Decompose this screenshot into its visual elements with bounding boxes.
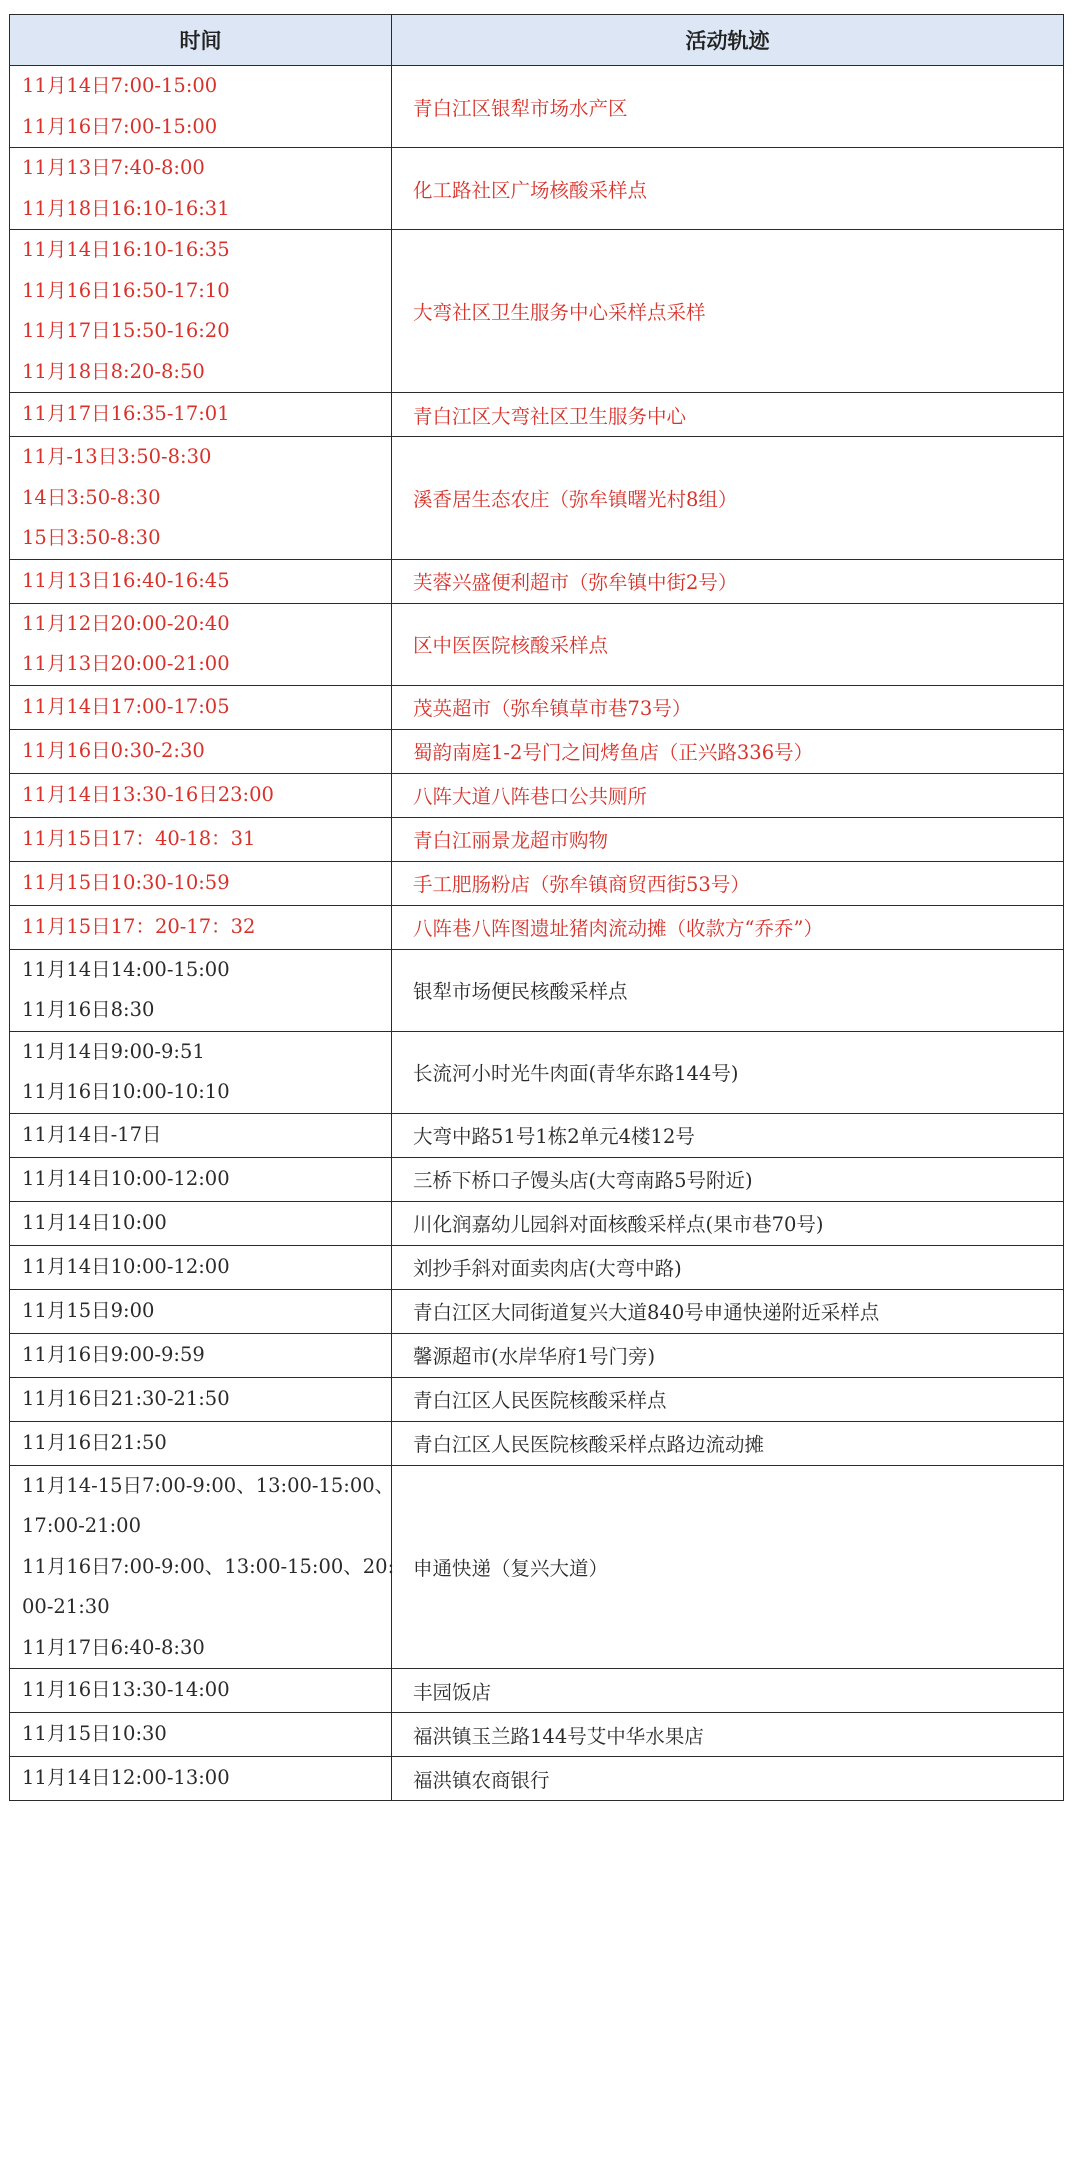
- table-row: [10, 949, 1064, 1031]
- time-line: 17:00-21:00: [22, 1514, 141, 1537]
- time-cell: [10, 559, 392, 603]
- table-row: [10, 1333, 1064, 1377]
- time-line: 11月16日13:30-14:00: [22, 1678, 230, 1702]
- time-line: 11月15日17：40-18：31: [22, 826, 256, 850]
- place-cell: 蜀韵南庭1-2号门之间烤鱼店（正兴路336号）: [392, 729, 1064, 773]
- place-cell: 青白江区大同街道复兴大道840号申通快递附近采样点: [392, 1289, 1064, 1333]
- time-cell: [10, 949, 392, 1031]
- time-cell: [10, 729, 392, 773]
- time-line: 11月14日9:00-9:51: [22, 1039, 205, 1063]
- table-row: [10, 66, 1064, 148]
- table-row: [10, 1201, 1064, 1245]
- place-cell: 银犁市场便民核酸采样点: [392, 949, 1064, 1031]
- table-row: [10, 1465, 1064, 1669]
- table-row: [10, 729, 1064, 773]
- time-line: 11月14日12:00-13:00: [22, 1766, 230, 1790]
- place-cell: 溪香居生态农庄（弥牟镇曙光村8组）: [392, 437, 1064, 560]
- time-line: 11月17日15:50-16:20: [22, 319, 230, 342]
- time-line: 11月16日16:50-17:10: [22, 278, 230, 302]
- place-cell: 茂英超市（弥牟镇草市巷73号）: [392, 685, 1064, 729]
- table-row: [10, 148, 1064, 230]
- place-cell: 青白江区人民医院核酸采样点路边流动摊: [392, 1421, 1064, 1465]
- table-row: [10, 1757, 1064, 1801]
- time-line: 15日3:50-8:30: [22, 526, 161, 549]
- time-cell: [10, 773, 392, 817]
- time-cell: [10, 1113, 392, 1157]
- time-cell: [10, 1201, 392, 1245]
- table-row: [10, 230, 1064, 393]
- time-cell: [10, 1245, 392, 1289]
- time-line: 11月18日16:10-16:31: [22, 196, 230, 220]
- time-cell: [10, 437, 392, 560]
- time-cell: [10, 1669, 392, 1713]
- time-cell: [10, 1377, 392, 1421]
- time-cell: [10, 603, 392, 685]
- place-cell: 大弯中路51号1栋2单元4楼12号: [392, 1113, 1064, 1157]
- time-cell: [10, 393, 392, 437]
- table-row: [10, 1377, 1064, 1421]
- time-line: 00-21:30: [22, 1595, 110, 1618]
- time-cell: [10, 66, 392, 148]
- time-line: 11月15日10:30: [22, 1722, 167, 1746]
- time-line: 11月-13日3:50-8:30: [22, 445, 212, 468]
- time-column-header: 时间: [10, 15, 392, 66]
- table-row: [10, 1669, 1064, 1713]
- place-cell: 三桥下桥口子馒头店(大弯南路5号附近): [392, 1157, 1064, 1201]
- time-line: 11月16日7:00-9:00、13:00-15:00、20:: [22, 1554, 395, 1578]
- table-row: [10, 817, 1064, 861]
- time-line: 11月16日7:00-15:00: [22, 114, 218, 138]
- place-cell: 申通快递（复兴大道）: [392, 1465, 1064, 1669]
- place-cell: 八阵大道八阵巷口公共厕所: [392, 773, 1064, 817]
- place-cell: 手工肥肠粉店（弥牟镇商贸西街53号）: [392, 861, 1064, 905]
- time-line: 11月17日16:35-17:01: [22, 402, 230, 426]
- place-cell: 化工路社区广场核酸采样点: [392, 148, 1064, 230]
- place-cell: 芙蓉兴盛便利超市（弥牟镇中街2号）: [392, 559, 1064, 603]
- table-row: [10, 905, 1064, 949]
- time-line: 11月12日20:00-20:40: [22, 611, 230, 635]
- place-cell: 青白江区大弯社区卫生服务中心: [392, 393, 1064, 437]
- time-cell: [10, 1289, 392, 1333]
- table-row: [10, 603, 1064, 685]
- time-cell: [10, 1757, 392, 1801]
- time-cell: [10, 1333, 392, 1377]
- time-cell: [10, 1157, 392, 1201]
- time-line: 11月15日10:30-10:59: [22, 870, 230, 894]
- table-row: [10, 559, 1064, 603]
- time-cell: [10, 685, 392, 729]
- time-cell: [10, 1031, 392, 1113]
- time-cell: [10, 1713, 392, 1757]
- time-cell: [10, 905, 392, 949]
- place-cell: 福洪镇农商银行: [392, 1757, 1064, 1801]
- time-line: 11月14日-17日: [22, 1122, 162, 1146]
- place-cell: 八阵巷八阵图遗址猪肉流动摊（收款方“乔乔”）: [392, 905, 1064, 949]
- table-row: [10, 1157, 1064, 1201]
- time-line: 11月13日16:40-16:45: [22, 568, 230, 592]
- place-cell: 青白江区人民医院核酸采样点: [392, 1377, 1064, 1421]
- time-cell: [10, 861, 392, 905]
- table-row: [10, 1289, 1064, 1333]
- time-line: 14日3:50-8:30: [22, 485, 161, 509]
- table-row: [10, 1713, 1064, 1757]
- table-row: [10, 1113, 1064, 1157]
- place-cell: 丰园饭店: [392, 1669, 1064, 1713]
- time-line: 11月14日10:00-12:00: [22, 1254, 230, 1278]
- time-line: 11月16日10:00-10:10: [22, 1080, 230, 1103]
- place-cell: 区中医医院核酸采样点: [392, 603, 1064, 685]
- itinerary-body: [10, 66, 1064, 1801]
- time-line: 11月15日9:00: [22, 1298, 155, 1322]
- table-row: [10, 685, 1064, 729]
- time-line: 11月14-15日7:00-9:00、13:00-15:00、: [22, 1473, 395, 1497]
- time-line: 11月16日21:50: [22, 1430, 167, 1454]
- itinerary-table: [9, 14, 1064, 1801]
- time-line: 11月18日8:20-8:50: [22, 359, 205, 383]
- time-line: 11月14日7:00-15:00: [22, 74, 218, 97]
- table-row: [10, 773, 1064, 817]
- time-cell: [10, 1421, 392, 1465]
- time-line: 11月15日17：20-17：32: [22, 914, 256, 938]
- time-line: 11月13日20:00-21:00: [22, 652, 230, 675]
- table-row: [10, 1421, 1064, 1465]
- place-cell: 刘抄手斜对面卖肉店(大弯中路): [392, 1245, 1064, 1289]
- place-cell: 馨源超市(水岸华府1号门旁): [392, 1333, 1064, 1377]
- time-line: 11月14日10:00-12:00: [22, 1166, 230, 1190]
- time-line: 11月14日14:00-15:00: [22, 957, 230, 981]
- place-cell: 长流河小时光牛肉面(青华东路144号): [392, 1031, 1064, 1113]
- header-row: [10, 15, 1064, 66]
- table-row: [10, 861, 1064, 905]
- table-row: [10, 393, 1064, 437]
- place-cell: 大弯社区卫生服务中心采样点采样: [392, 230, 1064, 393]
- place-cell: 福洪镇玉兰路144号艾中华水果店: [392, 1713, 1064, 1757]
- time-cell: [10, 230, 392, 393]
- place-cell: 青白江丽景龙超市购物: [392, 817, 1064, 861]
- table-row: [10, 437, 1064, 560]
- time-line: 11月14日10:00: [22, 1210, 167, 1234]
- time-line: 11月14日16:10-16:35: [22, 238, 230, 261]
- time-line: 11月16日8:30: [22, 998, 155, 1021]
- place-cell: 川化润嘉幼儿园斜对面核酸采样点(果市巷70号): [392, 1201, 1064, 1245]
- time-cell: [10, 148, 392, 230]
- time-cell: [10, 1465, 395, 1669]
- time-line: 11月14日17:00-17:05: [22, 694, 230, 718]
- time-cell: [10, 817, 392, 861]
- table-row: [10, 1245, 1064, 1289]
- time-line: 11月16日9:00-9:59: [22, 1342, 205, 1366]
- time-line: 11月14日13:30-16日23:00: [22, 782, 274, 806]
- time-line: 11月17日6:40-8:30: [22, 1635, 205, 1659]
- place-cell: 青白江区银犁市场水产区: [392, 66, 1064, 148]
- table-row: [10, 1031, 1064, 1113]
- track-column-header: 活动轨迹: [392, 15, 1064, 66]
- time-line: 11月16日0:30-2:30: [22, 738, 205, 762]
- time-line: 11月13日7:40-8:00: [22, 156, 205, 179]
- time-line: 11月16日21:30-21:50: [22, 1386, 230, 1410]
- itinerary-sheet: [9, 14, 1063, 1801]
